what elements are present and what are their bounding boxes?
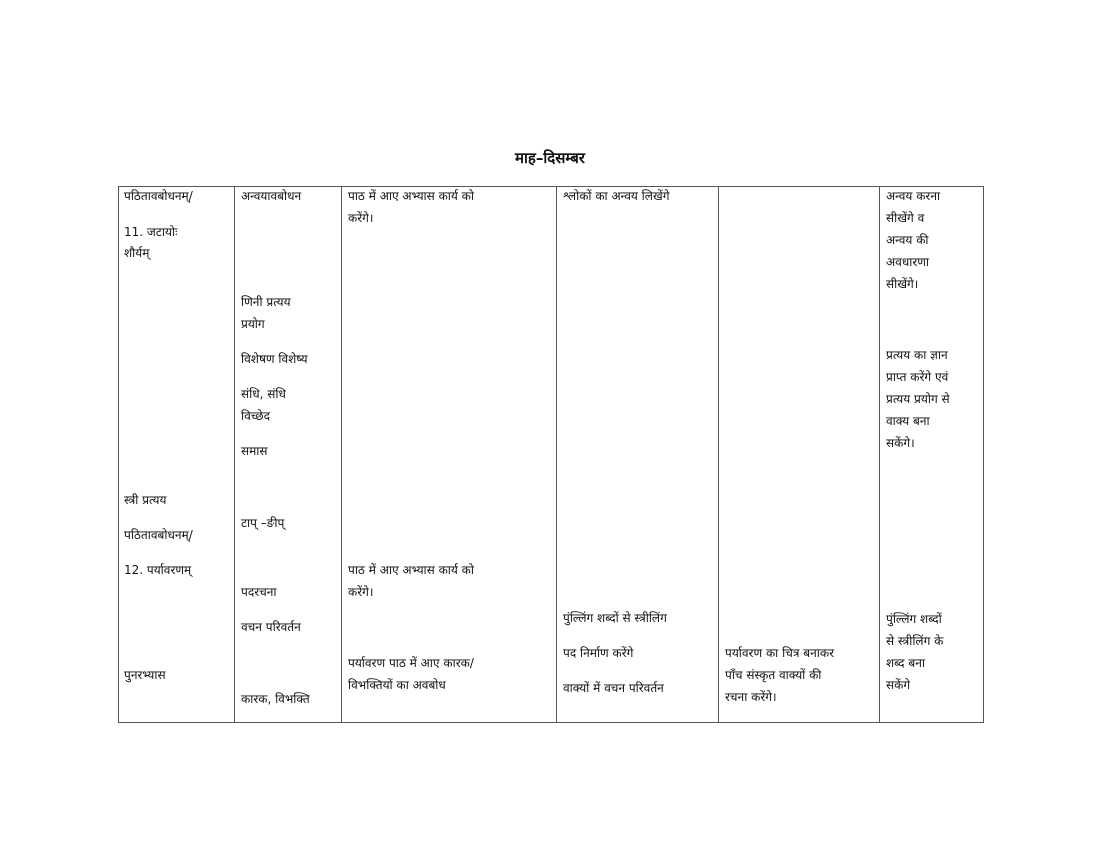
outcome-text: सीखेंगे। xyxy=(886,277,919,291)
project-text: पर्यावरण का चित्र बनाकर xyxy=(725,646,835,660)
column-divider xyxy=(879,187,880,722)
outcome-text: सकेंगे। xyxy=(886,436,915,450)
topic-label: पुनरभ्यास xyxy=(124,668,166,682)
task-text: पुंल्लिंग शब्दों से स्त्रीलिंग xyxy=(563,611,667,625)
outcome-text: प्रत्यय का ज्ञान xyxy=(886,348,948,362)
concept-label: अन्वयावबोधन xyxy=(241,189,302,203)
concept-label: पदरचना xyxy=(241,585,277,599)
concept-label: प्रयोग xyxy=(241,317,265,331)
activity-text: पाठ में आए अभ्यास कार्य को xyxy=(348,563,474,577)
activity-text: विभक्तियों का अवबोध xyxy=(348,678,446,692)
activity-text: पर्यावरण पाठ में आए कारक/ xyxy=(348,656,474,670)
activity-text: करेंगे। xyxy=(348,211,374,225)
outcome-text: प्रत्यय प्रयोग से xyxy=(886,392,950,406)
outcome-text: अन्वय की xyxy=(886,233,929,247)
outcome-text: सकेंगे xyxy=(886,678,911,692)
task-text: वाक्यों में वचन परिवर्तन xyxy=(563,681,664,695)
concept-label: विशेषण विशेष्य xyxy=(241,352,308,366)
outcome-text: सीखेंगे व xyxy=(886,211,925,225)
lesson-heading: पठितावबोधनम्/ xyxy=(124,528,193,542)
page-title: माह–दिसम्बर xyxy=(515,149,585,167)
concept-label: कारक, विभक्ति xyxy=(241,692,310,706)
lesson-heading: पठितावबोधनम्/ xyxy=(124,189,193,203)
concept-label: वचन परिवर्तन xyxy=(241,620,301,634)
concept-label: संधि, संधि xyxy=(241,387,286,401)
concept-label: विच्छेद xyxy=(241,409,270,423)
task-text: श्लोकों का अन्वय लिखेंगे xyxy=(563,189,670,203)
column-divider xyxy=(341,187,342,722)
outcome-text: शब्द बना xyxy=(886,656,925,670)
column-divider xyxy=(556,187,557,722)
lesson-name: 12. पर्यावरणम् xyxy=(124,563,192,577)
lesson-name: शौर्यम् xyxy=(124,246,150,260)
outcome-text: पुंल्लिंग शब्दों xyxy=(886,612,942,626)
concept-label: टाप् –ङीप् xyxy=(241,516,285,530)
concept-label: समास xyxy=(241,444,268,458)
task-text: पद निर्माण करेंगे xyxy=(563,646,634,660)
column-divider xyxy=(718,187,719,722)
project-text: पाँच संस्कृत वाक्यों की xyxy=(725,668,822,682)
concept-label: णिनी प्रत्यय xyxy=(241,295,291,309)
activity-text: पाठ में आए अभ्यास कार्य को xyxy=(348,189,474,203)
activity-text: करेंगे। xyxy=(348,585,374,599)
outcome-text: अन्वय करना xyxy=(886,189,941,203)
lesson-name: 11. जटायोः xyxy=(124,225,178,239)
outcome-text: से स्त्रीलिंग के xyxy=(886,634,944,648)
project-text: रचना करेंगे। xyxy=(725,690,777,704)
outcome-text: अवधारणा xyxy=(886,255,930,269)
outcome-text: वाक्य बना xyxy=(886,414,930,428)
topic-label: स्त्री प्रत्यय xyxy=(124,493,167,507)
outcome-text: प्राप्त करेंगे एवं xyxy=(886,370,949,384)
column-divider xyxy=(234,187,235,722)
